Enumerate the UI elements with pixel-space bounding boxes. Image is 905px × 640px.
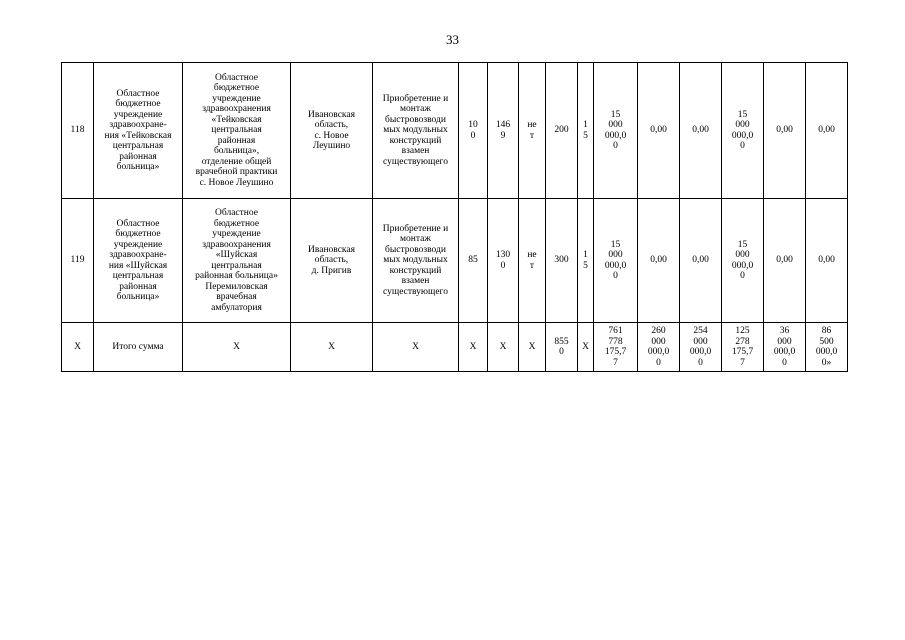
table-row (62, 63, 848, 199)
amount-cell: 0,00 (680, 199, 722, 323)
total-number: Х (62, 323, 94, 372)
location-cell: Ивановская область, д. Пригив (291, 199, 373, 323)
total-amount: 86 500 000,0 0» (806, 323, 848, 372)
total-amount: 260 000 000,0 0 (638, 323, 680, 372)
table-row (62, 199, 848, 323)
value-cell: 1 5 (578, 199, 594, 323)
total-cell: Х (373, 323, 459, 372)
total-amount: 254 000 000,0 0 (680, 323, 722, 372)
amount-cell: 0,00 (638, 199, 680, 323)
total-label: Итого сумма (94, 323, 183, 372)
total-cell: Х (459, 323, 488, 372)
value-cell: 10 0 (459, 63, 488, 199)
value-cell: 300 (546, 199, 578, 323)
value-cell: 85 (459, 199, 488, 323)
institution-cell: Областное бюджетное учреждение здравоохране- ния «Шуйская центральная районная больница» (94, 199, 183, 323)
institution-cell: Областное бюджетное учреждение здравоохране- ния «Тейковская центральная районная больница» (94, 63, 183, 199)
amount-cell: 0,00 (806, 63, 848, 199)
amount-cell: 0,00 (806, 199, 848, 323)
amount-cell: 15 000 000,0 0 (722, 63, 764, 199)
value-cell: не т (519, 63, 546, 199)
amount-cell: 15 000 000,0 0 (594, 63, 638, 199)
amount-cell: 0,00 (764, 63, 806, 199)
total-cell: Х (519, 323, 546, 372)
amount-cell: 0,00 (680, 63, 722, 199)
location-cell: Ивановская область, с. Новое Леушино (291, 63, 373, 199)
purpose-cell: Приобретение и монтаж быстровозводи мых модульных конструкций взамен существующего (373, 199, 459, 323)
value-cell: 1 5 (578, 63, 594, 199)
purpose-cell: Приобретение и монтаж быстровозводи мых модульных конструкций взамен существующего (373, 63, 459, 199)
row-number: 118 (62, 63, 94, 199)
total-amount: 125 278 175,7 7 (722, 323, 764, 372)
total-row (62, 323, 848, 372)
total-cell: Х (488, 323, 519, 372)
subdivision-cell: Областное бюджетное учреждение здравоохранения «Шуйская центральная районная больница» Перемиловская врачебная амбулатория (183, 199, 291, 323)
amount-cell: 15 000 000,0 0 (722, 199, 764, 323)
total-cell: 855 0 (546, 323, 578, 372)
facilities-table (61, 62, 848, 372)
value-cell: 200 (546, 63, 578, 199)
amount-cell: 0,00 (764, 199, 806, 323)
amount-cell: 0,00 (638, 63, 680, 199)
page-number: 33 (446, 32, 459, 47)
value-cell: не т (519, 199, 546, 323)
subdivision-cell: Областное бюджетное учреждение здравоохранения «Тейковская центральная районная больница», отделение общей врачебной практики с. Новое Леушино (183, 63, 291, 199)
total-cell: Х (578, 323, 594, 372)
total-cell: Х (183, 323, 291, 372)
total-cell: Х (291, 323, 373, 372)
amount-cell: 15 000 000,0 0 (594, 199, 638, 323)
value-cell: 130 0 (488, 199, 519, 323)
value-cell: 146 9 (488, 63, 519, 199)
row-number: 119 (62, 199, 94, 323)
total-amount: 761 778 175,7 7 (594, 323, 638, 372)
total-amount: 36 000 000,0 0 (764, 323, 806, 372)
